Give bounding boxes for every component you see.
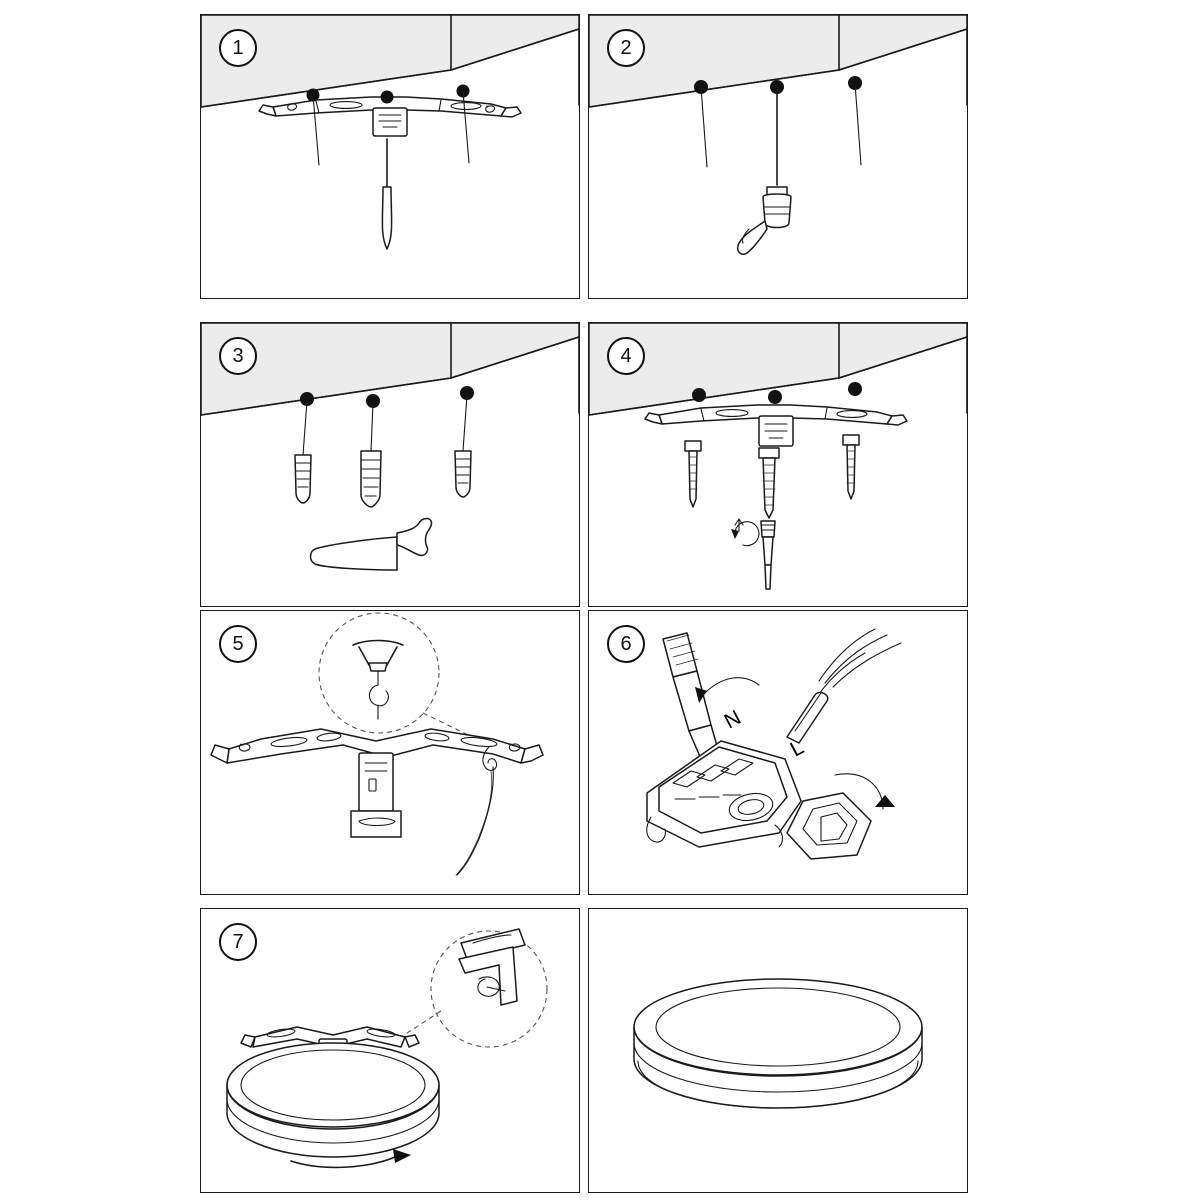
step-number-1-label: 1 — [232, 37, 244, 59]
terminal-block — [647, 741, 801, 847]
panel-7 — [200, 908, 580, 1193]
safety-cable — [456, 747, 497, 875]
step-number-2-label: 2 — [620, 37, 632, 59]
zoom-callout — [319, 613, 489, 745]
panel-6 — [588, 610, 968, 895]
hammer — [311, 519, 432, 570]
step-number-2 — [607, 29, 645, 67]
electric-drill — [738, 89, 791, 254]
screw-center — [759, 448, 779, 518]
step-number-3-label: 3 — [232, 345, 244, 367]
panel-2 — [588, 14, 968, 299]
rotation-arrow — [731, 519, 759, 546]
panel-4 — [588, 322, 968, 607]
finished-ceiling-light — [634, 979, 922, 1108]
step-number-5 — [219, 625, 257, 663]
marker-pen — [382, 139, 391, 249]
step-number-7 — [219, 923, 257, 961]
step-number-3 — [219, 337, 257, 375]
screw-right — [843, 435, 859, 499]
panel-5 — [200, 610, 580, 895]
wall-anchor-3 — [455, 451, 471, 497]
step-number-4 — [607, 337, 645, 375]
ceiling-light-body — [227, 1043, 439, 1157]
wall-anchor-1 — [295, 455, 311, 503]
step-number-4-label: 4 — [620, 345, 632, 367]
screwdriver — [761, 521, 775, 589]
panel-3 — [200, 322, 580, 607]
mounting-bracket — [259, 97, 521, 136]
neutral-label: N — [720, 705, 745, 734]
rotation-arrow-left — [701, 678, 759, 697]
screwdriver — [663, 633, 719, 759]
step-number-6-label: 6 — [620, 633, 632, 655]
zoom-callout — [401, 929, 547, 1047]
step-number-6 — [607, 625, 645, 663]
step-number-7-label: 7 — [232, 931, 244, 953]
step-number-1 — [219, 29, 257, 67]
panel-1 — [200, 14, 580, 299]
wall-anchor-2 — [361, 451, 381, 507]
cable-sheath — [787, 693, 828, 743]
panel-8 — [588, 908, 968, 1193]
live-label: L — [786, 735, 808, 762]
screw-left — [685, 441, 701, 507]
hole-mark-2 — [381, 91, 394, 104]
mounting-bracket — [645, 405, 907, 446]
step-number-5-label: 5 — [232, 633, 244, 655]
